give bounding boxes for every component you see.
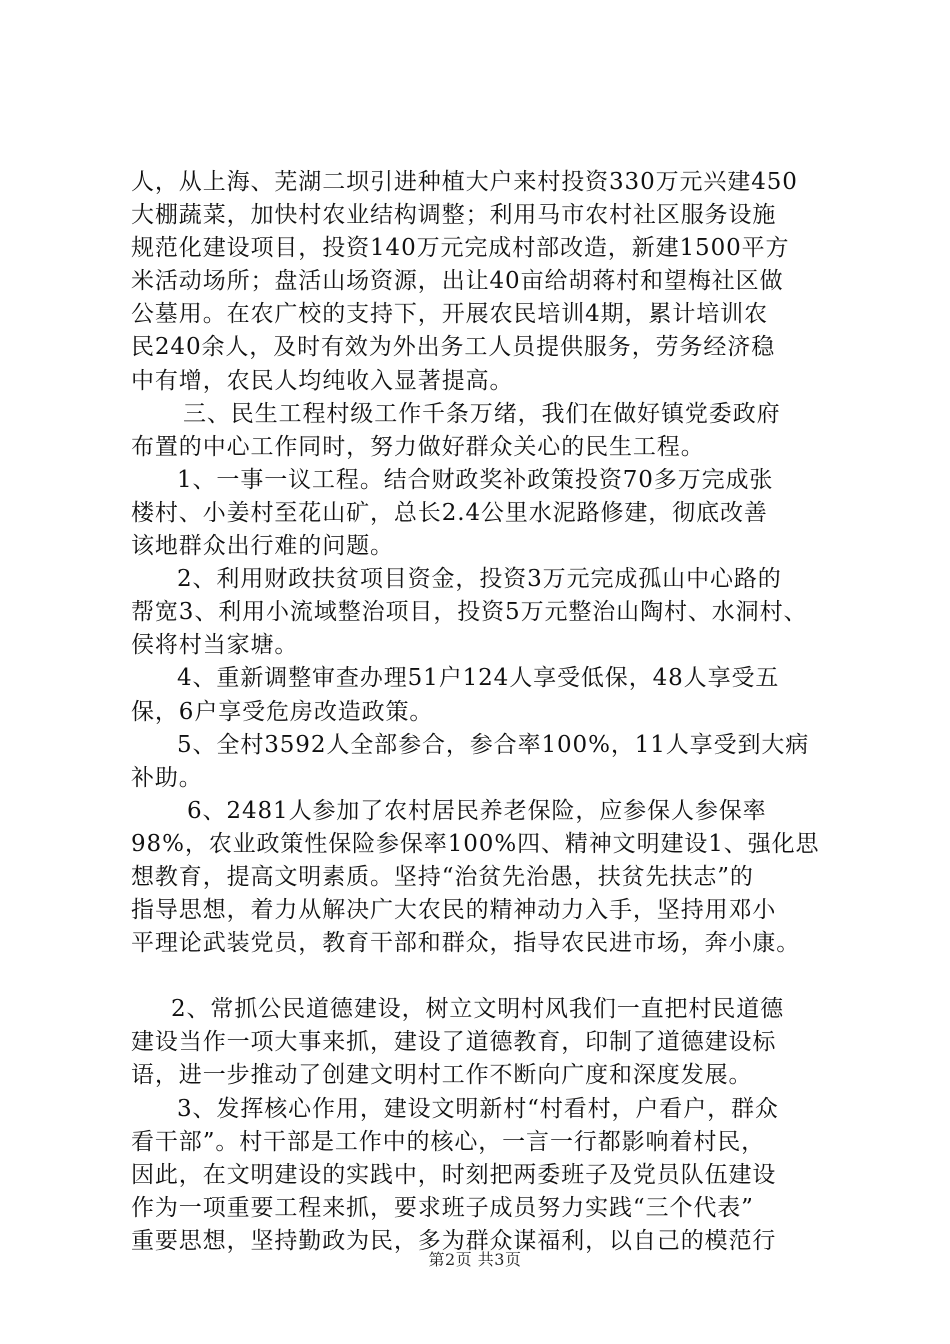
text-line: 米活动场所；盘活山场资源，出让40亩给胡蒋村和望梅社区做 [131, 268, 784, 295]
text-line: 98%，农业政策性保险参保率100%四、精神文明建设1、强化思 [131, 830, 820, 857]
section-heading-line: 三、民生工程村级工作千条万绪，我们在做好镇党委政府 [183, 400, 781, 427]
paragraph-item-4 [131, 662, 831, 728]
paragraph-section-three [131, 398, 831, 464]
paragraph-item-6 [131, 795, 831, 960]
text-line: 平理论武装党员，教育干部和群众，指导农民进市场，奔小康。 [131, 930, 801, 957]
text-line: 公墓用。在农广校的支持下，开展农民培训4期，累计培训农 [131, 301, 768, 328]
text-line: 大棚蔬菜，加快村农业结构调整；利用马市农村社区服务设施 [131, 202, 777, 229]
paragraph-rural-development [131, 166, 831, 398]
list-item-line: 2、利用财政扶贫项目资金，投资3万元完成孤山中心路的 [177, 566, 782, 593]
text-line: 民240余人，及时有效为外出务工人员提供服务，劳务经济稳 [131, 334, 776, 361]
text-line: 指导思想，着力从解决广大农民的精神动力入手，坚持用邓小 [131, 897, 777, 924]
text-line: 人，从上海、芜湖二坝引进种植大户来村投资330万元兴建450 [131, 169, 798, 195]
paragraph-item-2 [131, 563, 831, 662]
body-text [131, 166, 831, 1258]
text-line: 规范化建设项目，投资140万元完成村部改造，新建1500平方 [131, 235, 790, 262]
text-line: 作为一项重要工程来抓，要求班子成员努力实践“三个代表” [131, 1194, 754, 1221]
text-line: 保，6户享受危房改造政策。 [131, 698, 434, 725]
list-item-line: 2、常抓公民道德建设，树立文明村风我们一直把村民道德 [171, 996, 785, 1023]
text-line: 帮宽3、利用小流域整治项目，投资5万元整治山陶村、水洞村、 [131, 599, 808, 626]
list-item-line: 1、一事一议工程。结合财政奖补政策投资70多万完成张 [177, 466, 774, 493]
text-line: 看干部”。村干部是工作中的核心，一言一行都影响着村民， [131, 1128, 766, 1155]
text-line: 想教育，提高文明素质。坚持“治贫先治愚，扶贫先扶志”的 [131, 863, 754, 890]
page-number: 第2页 共3页 [428, 1250, 522, 1269]
text-line: 因此，在文明建设的实践中，时刻把两委班子及党员队伍建设 [131, 1161, 777, 1188]
text-line: 建设当作一项大事来抓，建设了道德教育，印制了道德建设标 [131, 1029, 777, 1056]
paragraph-item-1 [131, 464, 831, 563]
paragraph-moral-building [131, 993, 831, 1092]
text-line: 布置的中心工作同时，努力做好群众关心的民生工程。 [131, 433, 705, 460]
text-line: 该地群众出行难的问题。 [131, 533, 394, 560]
text-line: 语，进一步推动了创建文明村工作不断向广度和深度发展。 [131, 1062, 753, 1089]
paragraph-item-5 [131, 729, 831, 795]
list-item-line: 4、重新调整审查办理51户124人享受低保，48人享受五 [177, 665, 780, 692]
text-line: 楼村、小姜村至花山矿，总长2.4公里水泥路修建，彻底改善 [131, 499, 768, 526]
list-item-line: 5、全村3592人全部参合，参合率100%，11人享受到大病 [177, 731, 810, 758]
list-item-line: 3、发挥核心作用，建设文明新村“村看村，户看户，群众 [177, 1095, 779, 1122]
text-line: 补助。 [131, 764, 203, 791]
text-line: 重要思想，坚持勤政为民，多为群众谋福利，以自己的模范行 [131, 1227, 777, 1254]
text-line: 侯将村当家塘。 [131, 632, 299, 659]
paragraph-core-role [131, 1093, 831, 1258]
paragraph-gap [131, 960, 831, 993]
list-item-line: 6、2481人参加了农村居民养老保险，应参保人参保率 [187, 797, 767, 824]
text-line: 中有增，农民人均纯收入显著提高。 [131, 367, 514, 394]
